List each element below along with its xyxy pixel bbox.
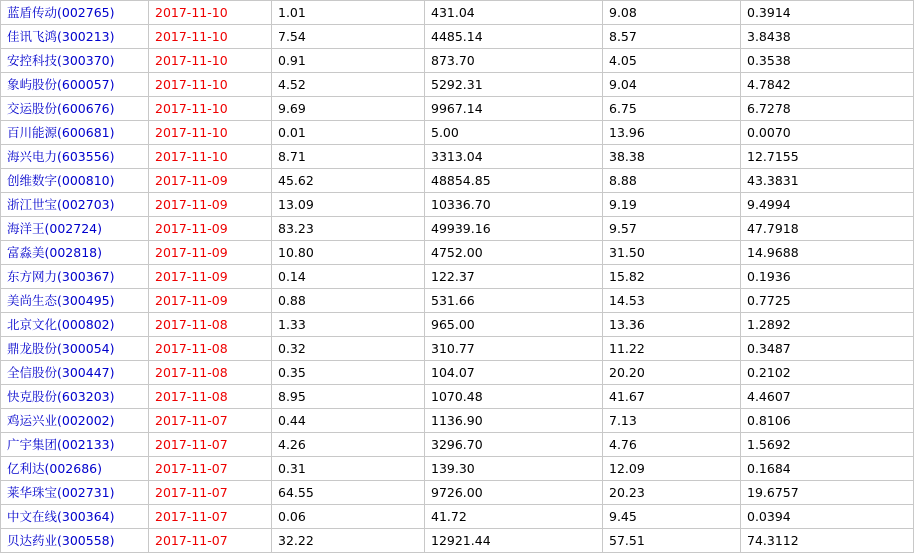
value4-cell: 0.3487 [741, 337, 914, 361]
table-row [1, 121, 914, 145]
table-row [1, 241, 914, 265]
value1-cell: 13.09 [272, 193, 425, 217]
value3-cell: 4.76 [603, 433, 741, 457]
value3-cell: 38.38 [603, 145, 741, 169]
date-cell: 2017-11-08 [149, 361, 272, 385]
stock-name-cell[interactable]: 鼎龙股份(300054) [1, 337, 149, 361]
value3-cell: 31.50 [603, 241, 741, 265]
table-row [1, 433, 914, 457]
table-row [1, 529, 914, 553]
value2-cell: 139.30 [425, 457, 603, 481]
value3-cell: 41.67 [603, 385, 741, 409]
table-row [1, 361, 914, 385]
value3-cell: 57.51 [603, 529, 741, 553]
date-cell: 2017-11-07 [149, 529, 272, 553]
date-cell: 2017-11-09 [149, 193, 272, 217]
table-row [1, 481, 914, 505]
stock-name-cell[interactable]: 美尚生态(300495) [1, 289, 149, 313]
value4-cell: 0.2102 [741, 361, 914, 385]
date-cell: 2017-11-10 [149, 145, 272, 169]
value1-cell: 7.54 [272, 25, 425, 49]
value1-cell: 10.80 [272, 241, 425, 265]
date-cell: 2017-11-09 [149, 265, 272, 289]
value2-cell: 965.00 [425, 313, 603, 337]
value3-cell: 9.45 [603, 505, 741, 529]
table-row [1, 409, 914, 433]
value2-cell: 9726.00 [425, 481, 603, 505]
stock-name-cell[interactable]: 亿利达(002686) [1, 457, 149, 481]
stock-name-cell[interactable]: 中文在线(300364) [1, 505, 149, 529]
stock-name-cell[interactable]: 鸡运兴业(002002) [1, 409, 149, 433]
date-cell: 2017-11-09 [149, 289, 272, 313]
value4-cell: 6.7278 [741, 97, 914, 121]
value1-cell: 0.32 [272, 337, 425, 361]
table-row [1, 457, 914, 481]
date-cell: 2017-11-10 [149, 1, 272, 25]
value3-cell: 20.23 [603, 481, 741, 505]
value2-cell: 9967.14 [425, 97, 603, 121]
value1-cell: 0.88 [272, 289, 425, 313]
value4-cell: 47.7918 [741, 217, 914, 241]
date-cell: 2017-11-09 [149, 169, 272, 193]
value1-cell: 83.23 [272, 217, 425, 241]
value2-cell: 48854.85 [425, 169, 603, 193]
value3-cell: 13.96 [603, 121, 741, 145]
value2-cell: 4485.14 [425, 25, 603, 49]
stock-name-cell[interactable]: 富淼美(002818) [1, 241, 149, 265]
value4-cell: 19.6757 [741, 481, 914, 505]
value2-cell: 531.66 [425, 289, 603, 313]
table-row [1, 97, 914, 121]
value1-cell: 0.06 [272, 505, 425, 529]
value3-cell: 9.57 [603, 217, 741, 241]
value4-cell: 1.2892 [741, 313, 914, 337]
table-row [1, 313, 914, 337]
value1-cell: 0.44 [272, 409, 425, 433]
value4-cell: 9.4994 [741, 193, 914, 217]
table-row [1, 217, 914, 241]
value3-cell: 8.88 [603, 169, 741, 193]
value3-cell: 15.82 [603, 265, 741, 289]
value2-cell: 5292.31 [425, 73, 603, 97]
value3-cell: 9.08 [603, 1, 741, 25]
table-row [1, 337, 914, 361]
table-row [1, 505, 914, 529]
value3-cell: 4.05 [603, 49, 741, 73]
stock-name-cell[interactable]: 广宇集团(002133) [1, 433, 149, 457]
value4-cell: 0.8106 [741, 409, 914, 433]
value1-cell: 45.62 [272, 169, 425, 193]
value4-cell: 74.3112 [741, 529, 914, 553]
value2-cell: 3296.70 [425, 433, 603, 457]
table-row [1, 385, 914, 409]
value2-cell: 873.70 [425, 49, 603, 73]
value1-cell: 0.14 [272, 265, 425, 289]
stock-name-cell[interactable]: 象屿股份(600057) [1, 73, 149, 97]
date-cell: 2017-11-10 [149, 73, 272, 97]
stock-name-cell[interactable]: 北京文化(000802) [1, 313, 149, 337]
value1-cell: 0.35 [272, 361, 425, 385]
date-cell: 2017-11-09 [149, 241, 272, 265]
value2-cell: 10336.70 [425, 193, 603, 217]
value1-cell: 9.69 [272, 97, 425, 121]
value3-cell: 6.75 [603, 97, 741, 121]
date-cell: 2017-11-07 [149, 457, 272, 481]
value1-cell: 0.01 [272, 121, 425, 145]
value1-cell: 0.91 [272, 49, 425, 73]
value2-cell: 41.72 [425, 505, 603, 529]
value2-cell: 3313.04 [425, 145, 603, 169]
stock-name-cell[interactable]: 海兴电力(603556) [1, 145, 149, 169]
table-row [1, 25, 914, 49]
stock-name-cell[interactable]: 创维数字(000810) [1, 169, 149, 193]
stock-name-cell[interactable]: 蓝盾传动(002765) [1, 1, 149, 25]
value2-cell: 310.77 [425, 337, 603, 361]
stock-name-cell[interactable]: 浙江世宝(002703) [1, 193, 149, 217]
value4-cell: 0.1684 [741, 457, 914, 481]
stock-name-cell[interactable]: 贝达药业(300558) [1, 529, 149, 553]
value4-cell: 0.3914 [741, 1, 914, 25]
value1-cell: 4.52 [272, 73, 425, 97]
value1-cell: 4.26 [272, 433, 425, 457]
stock-name-cell[interactable]: 交运股份(600676) [1, 97, 149, 121]
date-cell: 2017-11-10 [149, 49, 272, 73]
stock-name-cell[interactable]: 安控科技(300370) [1, 49, 149, 73]
value3-cell: 14.53 [603, 289, 741, 313]
table-row [1, 169, 914, 193]
stock-name-cell[interactable]: 海洋王(002724) [1, 217, 149, 241]
value2-cell: 1070.48 [425, 385, 603, 409]
value2-cell: 104.07 [425, 361, 603, 385]
value2-cell: 4752.00 [425, 241, 603, 265]
date-cell: 2017-11-07 [149, 409, 272, 433]
date-cell: 2017-11-07 [149, 505, 272, 529]
date-cell: 2017-11-08 [149, 337, 272, 361]
value4-cell: 0.3538 [741, 49, 914, 73]
date-cell: 2017-11-08 [149, 313, 272, 337]
value1-cell: 0.31 [272, 457, 425, 481]
value4-cell: 1.5692 [741, 433, 914, 457]
stock-name-cell[interactable]: 百川能源(600681) [1, 121, 149, 145]
value2-cell: 49939.16 [425, 217, 603, 241]
value3-cell: 20.20 [603, 361, 741, 385]
value4-cell: 4.7842 [741, 73, 914, 97]
value4-cell: 4.4607 [741, 385, 914, 409]
table-row [1, 73, 914, 97]
value4-cell: 43.3831 [741, 169, 914, 193]
value2-cell: 12921.44 [425, 529, 603, 553]
date-cell: 2017-11-10 [149, 97, 272, 121]
value3-cell: 7.13 [603, 409, 741, 433]
date-cell: 2017-11-07 [149, 481, 272, 505]
stock-name-cell[interactable]: 佳讯飞鸿(300213) [1, 25, 149, 49]
value3-cell: 8.57 [603, 25, 741, 49]
table-row [1, 1, 914, 25]
value2-cell: 431.04 [425, 1, 603, 25]
stock-name-cell[interactable]: 莱华珠宝(002731) [1, 481, 149, 505]
date-cell: 2017-11-08 [149, 385, 272, 409]
value1-cell: 8.71 [272, 145, 425, 169]
table-row [1, 289, 914, 313]
value2-cell: 5.00 [425, 121, 603, 145]
table-row [1, 145, 914, 169]
value4-cell: 0.0394 [741, 505, 914, 529]
value1-cell: 1.01 [272, 1, 425, 25]
value3-cell: 12.09 [603, 457, 741, 481]
value1-cell: 8.95 [272, 385, 425, 409]
value3-cell: 9.19 [603, 193, 741, 217]
value2-cell: 122.37 [425, 265, 603, 289]
stock-name-cell[interactable]: 快克股份(603203) [1, 385, 149, 409]
value4-cell: 3.8438 [741, 25, 914, 49]
value4-cell: 0.0070 [741, 121, 914, 145]
date-cell: 2017-11-09 [149, 217, 272, 241]
stock-name-cell[interactable]: 全信股份(300447) [1, 361, 149, 385]
value3-cell: 11.22 [603, 337, 741, 361]
date-cell: 2017-11-10 [149, 121, 272, 145]
value2-cell: 1136.90 [425, 409, 603, 433]
value4-cell: 0.7725 [741, 289, 914, 313]
value1-cell: 1.33 [272, 313, 425, 337]
table-row [1, 49, 914, 73]
table-row [1, 193, 914, 217]
value1-cell: 32.22 [272, 529, 425, 553]
stock-name-cell[interactable]: 东方网力(300367) [1, 265, 149, 289]
date-cell: 2017-11-10 [149, 25, 272, 49]
value4-cell: 0.1936 [741, 265, 914, 289]
value4-cell: 14.9688 [741, 241, 914, 265]
date-cell: 2017-11-07 [149, 433, 272, 457]
table-row [1, 265, 914, 289]
value3-cell: 13.36 [603, 313, 741, 337]
value4-cell: 12.7155 [741, 145, 914, 169]
value3-cell: 9.04 [603, 73, 741, 97]
value1-cell: 64.55 [272, 481, 425, 505]
